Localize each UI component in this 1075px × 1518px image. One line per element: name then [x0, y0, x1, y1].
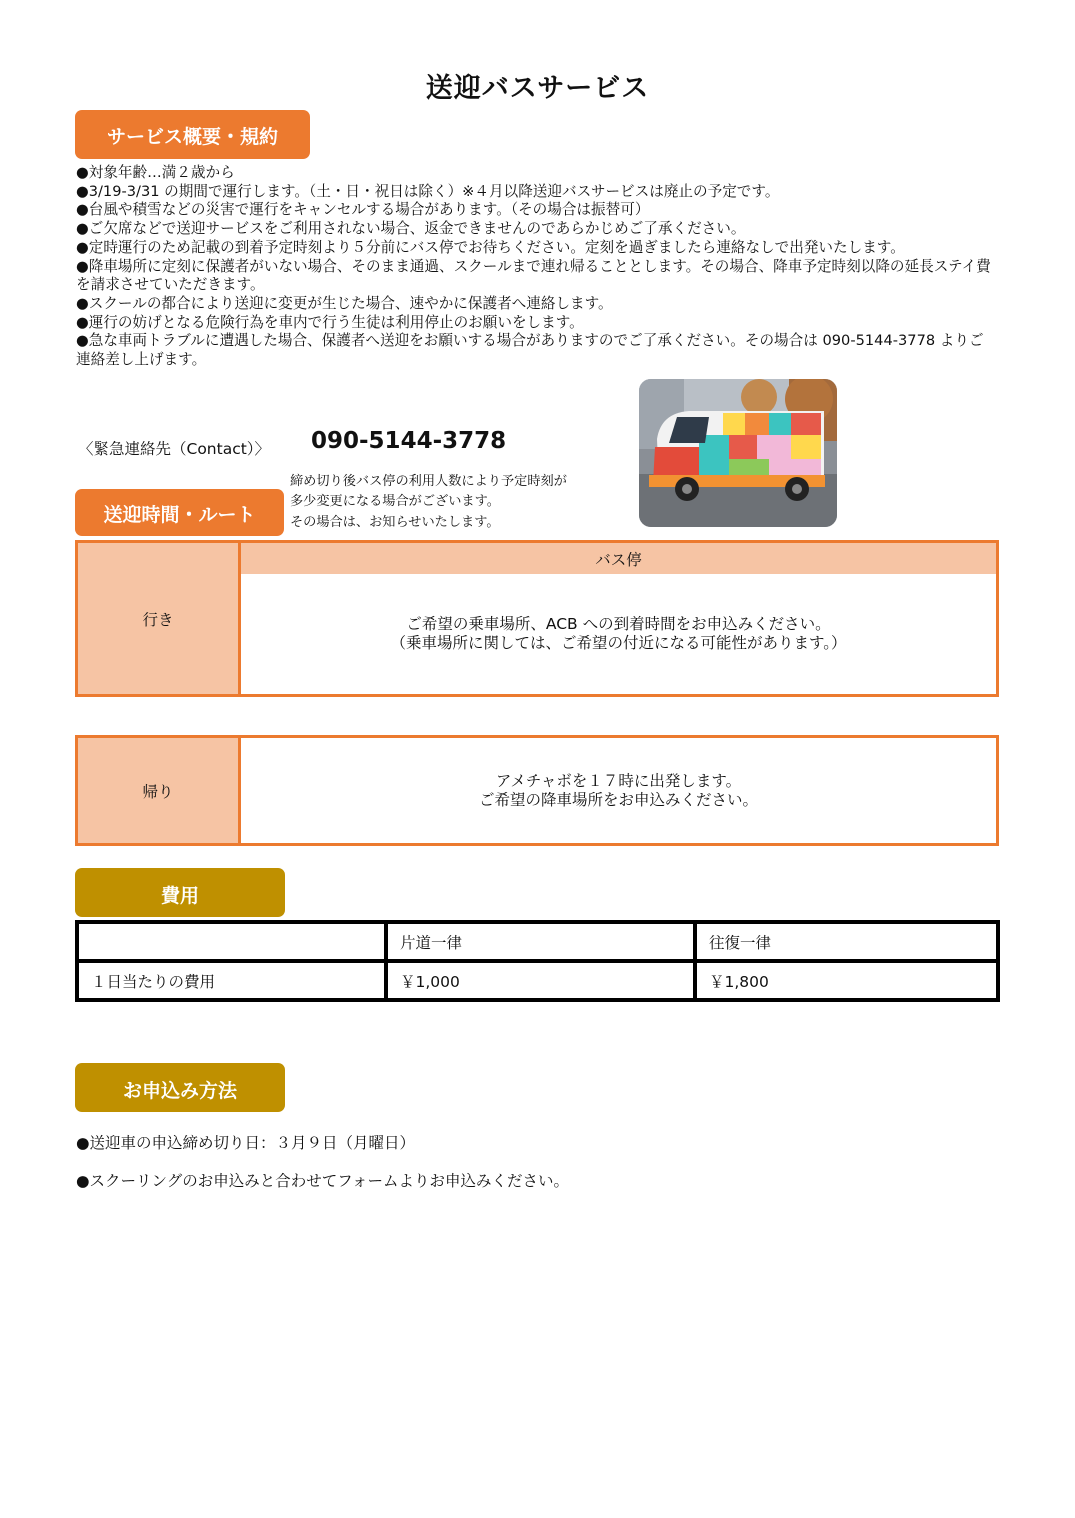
- section-apply: お申込み方法: [75, 1063, 285, 1112]
- rule-item: ●定時運行のため記載の到着予定時刻より５分前にバス停でお待ちください。定刻を過ぎましたら連絡なしで出発いたします。: [76, 238, 905, 256]
- fee-cell: ￥1,000: [386, 961, 695, 1000]
- return-line: アメチャボを１７時に出発します。: [495, 771, 742, 790]
- contact-phone: 090-5144-3778: [311, 428, 507, 454]
- rule-item: ●運行の妨げとなる危険行為を車内で行う生徒は利用停止のお願いをします。: [76, 313, 584, 331]
- fee-header-cell: 片道一律: [386, 922, 695, 961]
- outbound-line: （乗車場所に関しては、ご希望の付近になる可能性があります。）: [390, 634, 847, 652]
- rules-list: [76, 164, 998, 370]
- bus-photo: [639, 379, 837, 527]
- rule-item: ●ご欠席などで送迎サービスをご利用されない場合、返金できませんのであらかじめご了承ください。: [76, 220, 746, 238]
- rule-item: ●スクールの都合により送迎に変更が生じた場合、速やかに保護者へ連絡します。: [76, 294, 613, 312]
- fee-cell: １日当たりの費用: [77, 961, 386, 1000]
- outbound-line: ご希望の乗車場所、ACB への到着時間をお申込みください。: [406, 615, 831, 633]
- apply-instruction: ●スクーリングのお申込みと合わせてフォームよりお申込みください。: [76, 1172, 569, 1190]
- fee-header-row: [77, 922, 998, 961]
- return-label: 帰り: [78, 738, 241, 843]
- section-fee: 費用: [75, 868, 285, 917]
- return-body: [241, 738, 996, 843]
- return-line: ご希望の降車場所をお申込みください。: [478, 790, 758, 809]
- rule-item: ●急な車両トラブルに遭遇した場合、保護者へ送迎をお願いする場合がありますのでご了承ください。その場合は 090-5144-3778 よりご連絡差し上げます。: [76, 332, 984, 369]
- page-title: 送迎バスサービス: [425, 73, 650, 104]
- bus-stop-header: バス停: [241, 543, 996, 574]
- schedule-note: [290, 472, 567, 533]
- note-line: その場合は、お知らせいたします。: [290, 514, 500, 530]
- fee-header-cell: 往復一律: [695, 922, 998, 961]
- fee-row: [77, 961, 998, 1000]
- section-time-route: 送迎時間・ルート: [75, 489, 284, 536]
- note-line: 多少変更になる場合がございます。: [290, 494, 500, 510]
- apply-deadline: ●送迎車の申込締め切り日：３月９日（月曜日）: [76, 1134, 416, 1152]
- outbound-body: [241, 574, 996, 694]
- rule-item: ●台風や積雪などの災害で運行をキャンセルする場合があります。（その場合は振替可）: [76, 201, 650, 219]
- outbound-label: 行き: [78, 543, 241, 694]
- outbound-box: [75, 540, 999, 697]
- fee-cell: ￥1,800: [695, 961, 998, 1000]
- contact-label: 〈緊急連絡先（Contact）〉: [78, 440, 271, 458]
- section-overview: サービス概要・規約: [75, 110, 310, 159]
- fee-header-cell: [77, 922, 386, 961]
- rule-item: ●3/19-3/31 の期間で運行します。（土・日・祝日は除く）※４月以降送迎バスサービスは廃止の予定です。: [76, 182, 780, 200]
- fee-table: [75, 920, 1000, 1002]
- rule-item: ●降車場所に定刻に保護者がいない場合、そのまま通過、スクールまで連れ帰ることとします。その場合、降車予定時刻以降の延長ステイ費を請求させていただきます。: [76, 257, 991, 294]
- note-line: 締め切り後バス停の利用人数により予定時刻が: [290, 474, 567, 489]
- return-box: [75, 735, 999, 846]
- rule-item: ●対象年齢…満２歳から: [76, 164, 235, 181]
